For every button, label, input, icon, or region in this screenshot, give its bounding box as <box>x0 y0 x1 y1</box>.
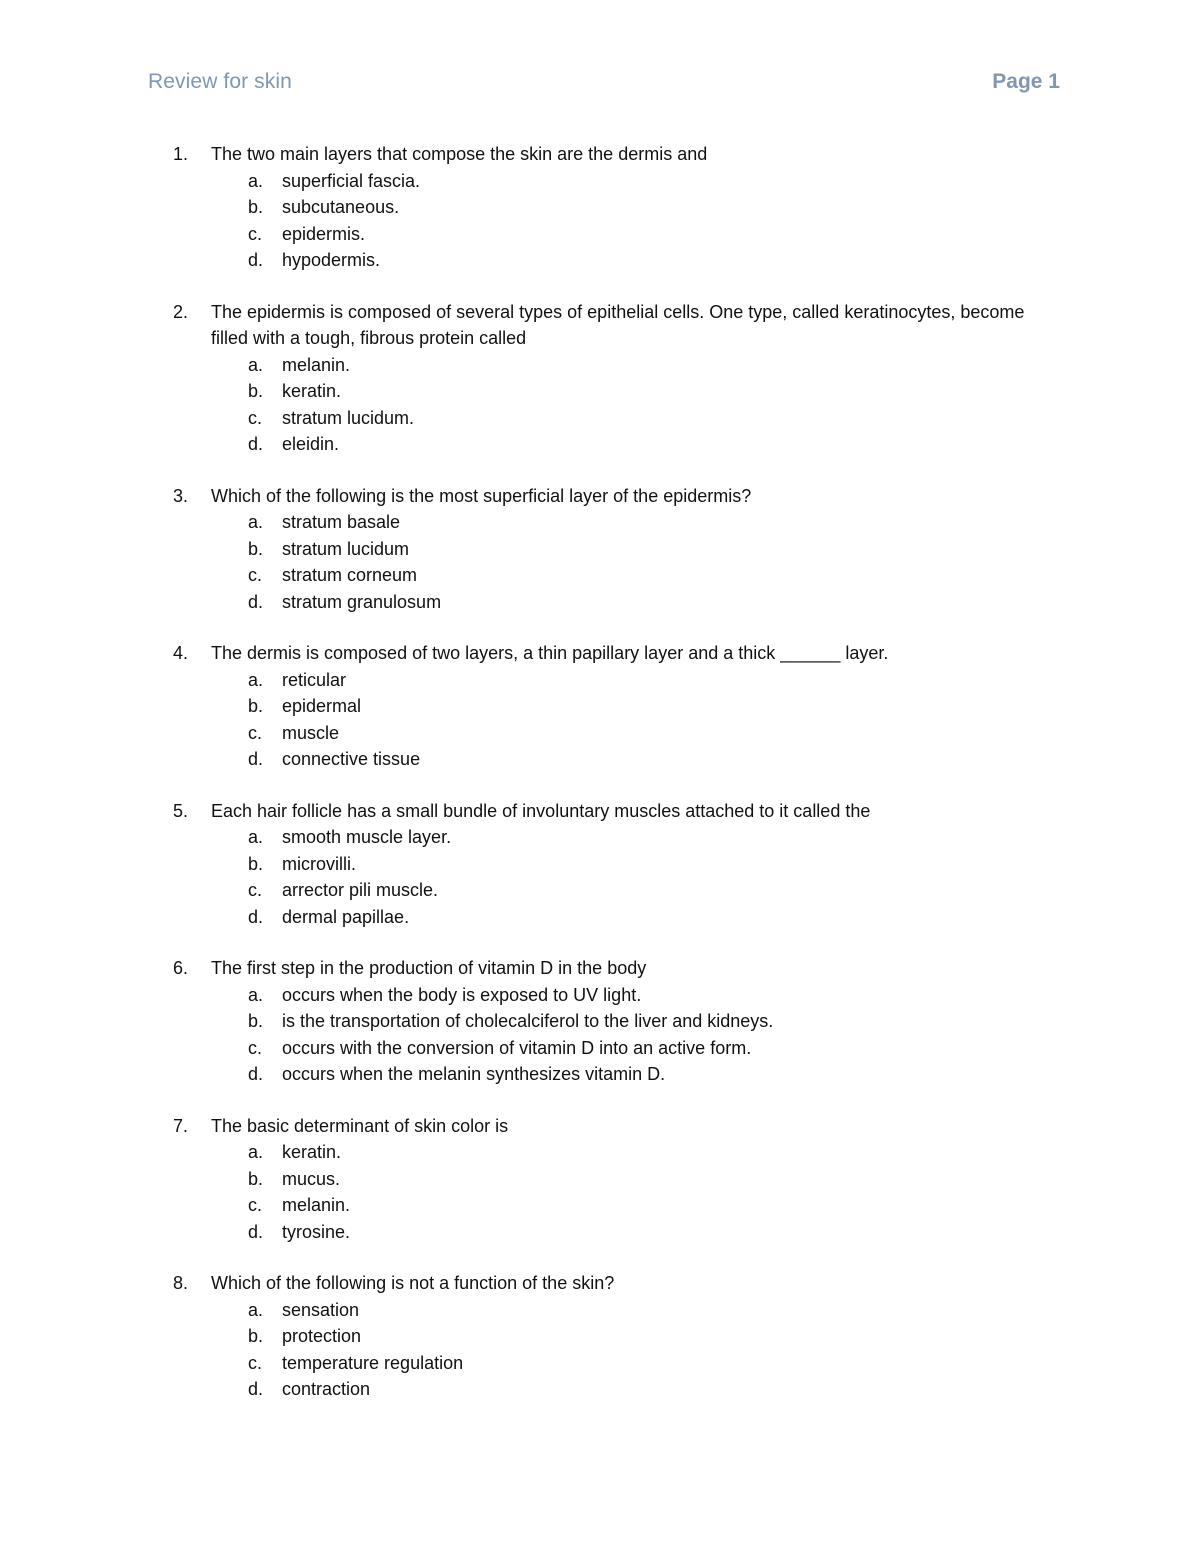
option-text: muscle <box>282 722 340 743</box>
question-stem: The dermis is composed of two layers, a thin papillary layer and a thick ______ layer. <box>211 643 889 663</box>
option-letter: a. <box>248 1299 264 1320</box>
option-item <box>0 168 1200 195</box>
question-text <box>0 1270 1200 1297</box>
option-text: hypodermis. <box>282 250 381 270</box>
option-list <box>0 824 1200 930</box>
question-number: 1. <box>173 144 189 164</box>
option-text: smooth muscle layer. <box>282 827 452 847</box>
option-list <box>0 982 1200 1088</box>
option-item <box>0 982 1200 1009</box>
option-text: stratum granulosum <box>282 591 442 612</box>
option-letter: a. <box>248 984 264 1005</box>
option-letter: c. <box>248 1037 263 1058</box>
option-text: protection <box>282 1326 362 1346</box>
option-item <box>0 1166 1200 1193</box>
question-stem: The epidermis is composed of several types of epithelial cells. One type, called keratinocytes, become filled with a tough, fibrous protein called <box>211 301 1025 348</box>
option-letter: c. <box>248 407 263 428</box>
option-letter: a. <box>248 170 264 191</box>
option-text: melanin. <box>282 354 351 375</box>
option-text: mucus. <box>282 1168 341 1189</box>
option-text: temperature regulation <box>282 1352 464 1373</box>
question-6 <box>0 955 1200 1088</box>
option-item <box>0 746 1200 773</box>
option-item <box>0 1139 1200 1166</box>
option-item <box>0 720 1200 747</box>
option-letter: a. <box>248 1142 264 1162</box>
option-text: epidermal <box>282 696 362 716</box>
question-number: 7. <box>173 1115 189 1136</box>
option-letter: d. <box>248 1064 264 1084</box>
option-text: sensation <box>282 1299 360 1320</box>
option-letter: c. <box>248 722 263 743</box>
option-text: tyrosine. <box>282 1221 351 1242</box>
option-text: microvilli. <box>282 853 356 874</box>
option-letter: d. <box>248 749 264 769</box>
option-item <box>0 667 1200 694</box>
option-item <box>0 562 1200 589</box>
option-text: stratum lucidum <box>282 538 410 559</box>
option-letter: d. <box>248 906 264 927</box>
option-item <box>0 431 1200 458</box>
option-text: stratum corneum <box>282 565 418 585</box>
option-letter: d. <box>248 434 264 454</box>
question-text <box>0 798 1200 825</box>
option-letter: c. <box>248 223 263 244</box>
option-list <box>0 168 1200 274</box>
option-item <box>0 824 1200 851</box>
option-item <box>0 1219 1200 1246</box>
option-item <box>0 1008 1200 1035</box>
question-2 <box>0 299 1200 458</box>
option-item <box>0 378 1200 405</box>
option-letter: c. <box>248 1352 263 1373</box>
option-text: eleidin. <box>282 434 340 454</box>
option-item <box>0 509 1200 536</box>
question-stem: Each hair follicle has a small bundle of involuntary muscles attached to it called the <box>211 800 871 821</box>
option-item <box>0 247 1200 274</box>
option-item <box>0 904 1200 931</box>
question-text <box>0 141 1200 168</box>
question-text <box>0 640 1200 667</box>
option-text: superficial fascia. <box>282 170 421 191</box>
option-letter: d. <box>248 1379 264 1399</box>
option-list <box>0 1297 1200 1403</box>
question-list <box>0 141 1200 1428</box>
option-text: reticular <box>282 669 347 690</box>
option-letter: c. <box>248 880 263 900</box>
option-item <box>0 1350 1200 1377</box>
question-text <box>0 955 1200 982</box>
option-letter: d. <box>248 1221 264 1242</box>
option-text: epidermis. <box>282 223 366 244</box>
question-text <box>0 483 1200 510</box>
option-item <box>0 536 1200 563</box>
option-letter: b. <box>248 696 264 716</box>
question-number: 5. <box>173 800 189 821</box>
document-title: Review for skin <box>148 70 292 93</box>
option-letter: b. <box>248 853 264 874</box>
option-item <box>0 693 1200 720</box>
option-item <box>0 851 1200 878</box>
question-stem: The basic determinant of skin color is <box>211 1115 509 1136</box>
option-letter: a. <box>248 669 264 690</box>
option-item <box>0 405 1200 432</box>
question-text <box>0 299 1200 352</box>
option-list <box>0 509 1200 615</box>
option-item <box>0 194 1200 221</box>
option-item <box>0 1297 1200 1324</box>
option-item <box>0 1061 1200 1088</box>
question-number: 3. <box>173 485 189 506</box>
option-list <box>0 352 1200 458</box>
option-item <box>0 1192 1200 1219</box>
option-text: stratum basale <box>282 512 401 532</box>
option-text: connective tissue <box>282 749 421 769</box>
option-text: contraction <box>282 1379 371 1399</box>
option-text: stratum lucidum. <box>282 407 415 428</box>
question-4 <box>0 640 1200 773</box>
option-text: dermal papillae. <box>282 906 410 927</box>
option-letter: a. <box>248 512 264 532</box>
question-number: 4. <box>173 643 189 663</box>
question-stem: Which of the following is not a function of the skin? <box>211 1273 615 1293</box>
option-letter: c. <box>248 1195 263 1215</box>
question-number: 6. <box>173 958 189 978</box>
question-stem: The two main layers that compose the skin are the dermis and <box>211 144 708 164</box>
option-letter: d. <box>248 250 264 270</box>
option-item <box>0 352 1200 379</box>
page-header <box>148 70 1060 102</box>
option-item <box>0 221 1200 248</box>
option-text: subcutaneous. <box>282 197 400 217</box>
option-letter: b. <box>248 1011 264 1031</box>
option-letter: a. <box>248 827 264 847</box>
option-item <box>0 1323 1200 1350</box>
option-text: melanin. <box>282 1195 351 1215</box>
option-item <box>0 589 1200 616</box>
option-letter: c. <box>248 565 263 585</box>
question-stem: The first step in the production of vitamin D in the body <box>211 958 647 978</box>
option-item <box>0 1376 1200 1403</box>
option-letter: b. <box>248 197 264 217</box>
question-stem: Which of the following is the most superficial layer of the epidermis? <box>211 485 752 506</box>
option-text: arrector pili muscle. <box>282 880 439 900</box>
question-number: 2. <box>173 301 189 322</box>
option-letter: d. <box>248 591 264 612</box>
option-letter: b. <box>248 1168 264 1189</box>
option-list <box>0 667 1200 773</box>
option-letter: b. <box>248 381 264 401</box>
option-list <box>0 1139 1200 1245</box>
option-item <box>0 1035 1200 1062</box>
question-3 <box>0 483 1200 616</box>
option-text: is the transportation of cholecalciferol to the liver and kidneys. <box>282 1011 774 1031</box>
option-text: occurs with the conversion of vitamin D into an active form. <box>282 1037 752 1058</box>
question-7 <box>0 1113 1200 1246</box>
question-1 <box>0 141 1200 274</box>
option-text: occurs when the melanin synthesizes vitamin D. <box>282 1064 666 1084</box>
option-letter: b. <box>248 1326 264 1346</box>
page-number: Page 1 <box>992 70 1060 93</box>
question-5 <box>0 798 1200 931</box>
option-letter: b. <box>248 538 264 559</box>
question-8 <box>0 1270 1200 1403</box>
question-number: 8. <box>173 1273 189 1293</box>
question-text <box>0 1113 1200 1140</box>
option-text: keratin. <box>282 381 342 401</box>
option-text: keratin. <box>282 1142 342 1162</box>
option-letter: a. <box>248 354 264 375</box>
option-item <box>0 877 1200 904</box>
option-text: occurs when the body is exposed to UV light. <box>282 984 642 1005</box>
